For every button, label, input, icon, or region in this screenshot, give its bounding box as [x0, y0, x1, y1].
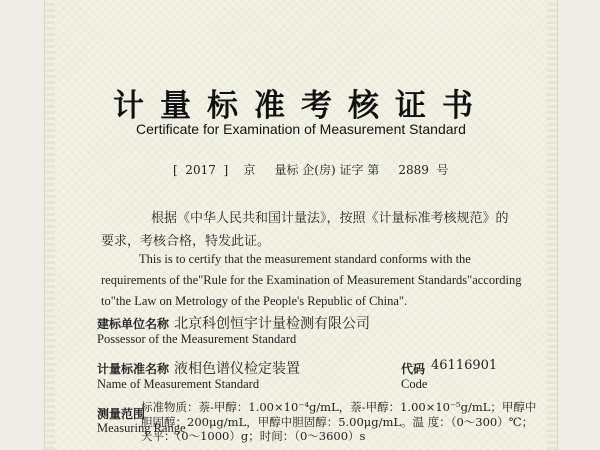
possessor-label-cn: 建标单位名称: [97, 317, 170, 331]
certificate-title-en: Certificate for Examination of Measurement Standard: [136, 121, 466, 137]
certificate-number: [ 2017 ] 京 量标 企(房) 证字 第 2889 号: [173, 163, 449, 177]
measuring-range-value: 标准物质：萘-甲醇：1.00×10⁻⁴g/mL，萘-甲醇：1.00×10⁻⁵g/mL；甲醇中胆固醇：200μg/mL，甲醇中胆固醇：5.00μg/mL。温 度：（0～300）℃；天平：（0～1000）g；时间：（0～3600）s: [141, 400, 537, 443]
possessor-value: 北京科创恒宇计量检测有限公司: [174, 316, 370, 332]
certificate-sheet: [44, 0, 558, 450]
standard-name-value: 液相色谱仪检定装置: [174, 361, 300, 377]
decorative-border-left: [45, 0, 55, 450]
standard-name-label-cn: 计量标准名称: [97, 362, 170, 376]
code-label-en: Code: [401, 377, 428, 391]
code-value: 46116901: [431, 358, 498, 373]
standard-name-label-en: Name of Measurement Standard: [97, 377, 260, 391]
certification-statement-en: This is to certify that the measurement standard conforms with the requirements of the"Rule for the Examination of Measurement Standards"according to"the Law on Metrology of the People's Republic of China".: [101, 252, 522, 308]
measuring-range-label-en: Measuring Range: [97, 421, 186, 435]
decorative-border-right: [547, 0, 557, 450]
possessor-label-en: Possessor of the Measurement Standard: [97, 332, 297, 346]
measuring-range-label-cn: 测量范围: [97, 407, 146, 421]
certificate-title-cn: 计量标准考核证书: [113, 88, 489, 124]
code-label-cn: 代码: [401, 362, 426, 376]
certification-statement-cn: 根据《中华人民共和国计量法》，按照《计量标准考核规范》的要求，考核合格，特发此证。: [101, 211, 509, 249]
